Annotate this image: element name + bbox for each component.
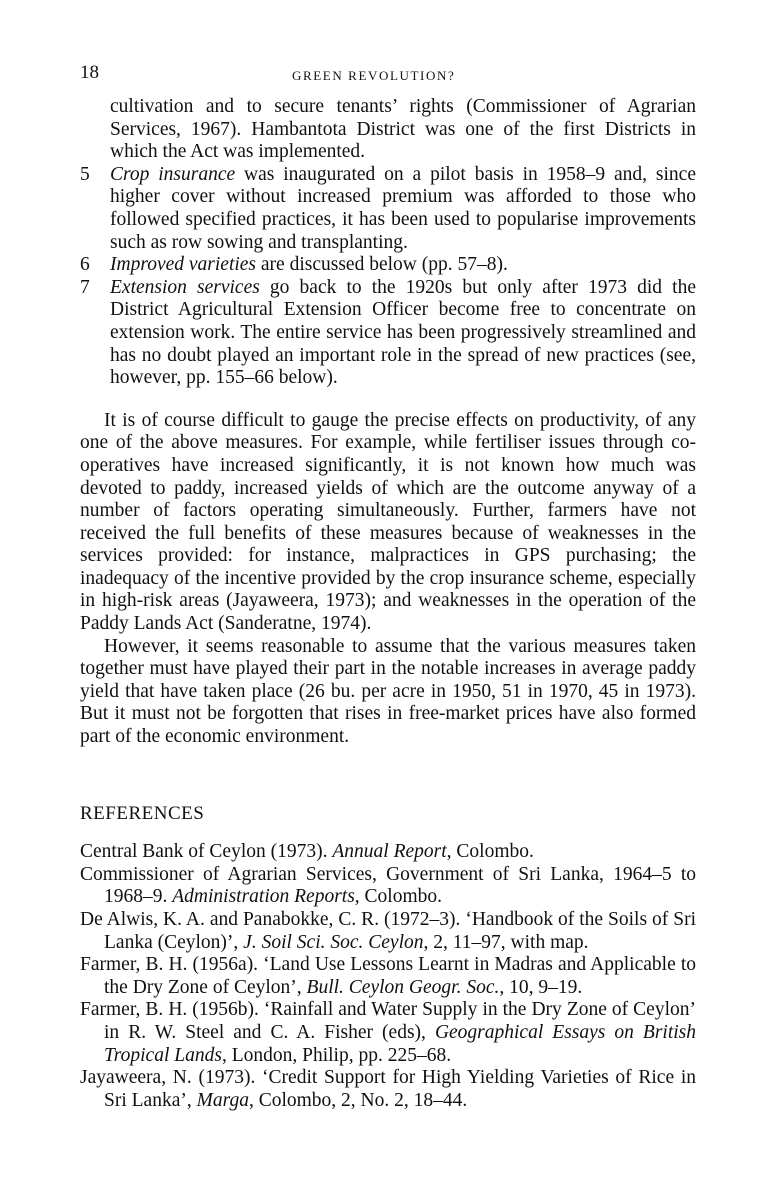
reference-entry (80, 909, 696, 954)
list-item-title: Extension services (110, 276, 260, 298)
reference-italic: J. Soil Sci. Soc. Ceylon (243, 931, 424, 953)
numbered-list (80, 96, 696, 390)
list-item-text: go back to the 1920s but only after 1973 did the District Agricultural Extension Officer become free to concentrate on extension work. The entire service has been progressively streamlined and has no doubt played an important role in the spread of new practices (see, however, pp. 155–66 below). (110, 276, 696, 389)
reference-text: Commissioner of Agrarian Services, Government of Sri Lanka, 1964–5 to 1968–9. (80, 863, 696, 908)
reference-entry (80, 999, 696, 1067)
reference-text: Jayaweera, N. (1973). ‘Credit Support for High Yielding Varieties of Rice in Sri Lanka’, (80, 1067, 696, 1111)
list-item (80, 164, 696, 254)
reference-italic: Marga (196, 1089, 249, 1111)
body-paragraph: However, it seems reasonable to assume that the various measures taken together must have played their part in the notable increases in average paddy yield that have taken place (26 bu. per acre in 1950, 51 in 1970, 45 in 1973). But it must not be forgotten that rises in free-market prices have also formed part of the economic environment. (80, 635, 696, 748)
reference-entry (80, 954, 696, 999)
references-list (80, 841, 696, 1112)
references-heading: REFERENCES (80, 802, 205, 824)
running-head: GREEN REVOLUTION? (292, 68, 456, 83)
list-item (80, 254, 696, 277)
reference-text: Central Bank of Ceylon (1973). (80, 841, 333, 863)
reference-text: , Colombo. (354, 886, 443, 908)
list-item-number: 7 (80, 276, 90, 298)
reference-text: De Alwis, K. A. and Panabokke, C. R. (1972–3). ‘Handbook of the Soils of Sri Lanka (Ceylon)’, (80, 909, 696, 953)
list-item-text: was inaugurated on a pilot basis in 1958–9 and, since higher cover without increased premium was afforded to those who followed specified practices, it has been used to popularise improvements such as row sowing and transplanting. (110, 163, 696, 253)
reference-italic: Bull. Ceylon Geogr. Soc. (306, 976, 500, 998)
reference-text: , 2, 11–97, with map. (423, 931, 589, 953)
reference-text: , Colombo. (446, 841, 534, 863)
reference-entry (80, 1067, 696, 1112)
list-item-title: Crop insurance (110, 163, 236, 185)
reference-text: , Colombo, 2, No. 2, 18–44. (248, 1089, 468, 1111)
reference-text: , London, Philip, pp. 225–68. (221, 1044, 452, 1066)
list-item-continuation: cultivation and to secure tenants’ rights (Commissioner of Agrarian Services, 1967). Hambantota District was one of the first Districts in which the Act was implemented. (110, 96, 696, 163)
reference-italic: Geographical Essays on British Tropical Lands (104, 1021, 697, 1066)
page-number: 18 (80, 62, 99, 83)
reference-entry (80, 864, 696, 909)
list-item-text: are discussed below (pp. 57–8). (256, 254, 508, 276)
book-page (80, 62, 696, 1112)
reference-text: Farmer, B. H. (1956b). ‘Rainfall and Water Supply in the Dry Zone of Ceylon’ in R. W. Steel and C. A. Fisher (eds), (80, 999, 696, 1043)
page-header (80, 62, 696, 86)
list-item-number: 5 (80, 163, 90, 185)
reference-text: , 10, 9–19. (499, 976, 583, 998)
reference-italic: Annual Report (332, 841, 447, 863)
section-gap (80, 390, 696, 410)
body-paragraph: It is of course difficult to gauge the precise effects on productivity, of any one of the above measures. For example, while fertiliser issues through co-operatives have increased significantly, it is not known how much was devoted to paddy, increased yields of which are the outcome anyway of a number of factors operating simultaneously. Further, farmers have not received the full benefits of these measures because of weaknesses in the services provided: for instance, malpractices in GPS purchasing; the inadequacy of the incentive provided by the crop insurance scheme, especially in high-risk areas (Jayaweera, 1973); and weaknesses in the operation of the Paddy Lands Act (Sanderatne, 1974). (80, 409, 696, 635)
reference-text: Farmer, B. H. (1956a). ‘Land Use Lessons Learnt in Madras and Applicable to the Dry Zone of Ceylon’, (80, 954, 696, 998)
list-item-title: Improved varieties (110, 254, 257, 276)
reference-entry (80, 841, 696, 864)
list-item-number: 6 (80, 254, 90, 276)
reference-italic: Administration Reports (172, 886, 355, 908)
list-item (80, 277, 696, 390)
